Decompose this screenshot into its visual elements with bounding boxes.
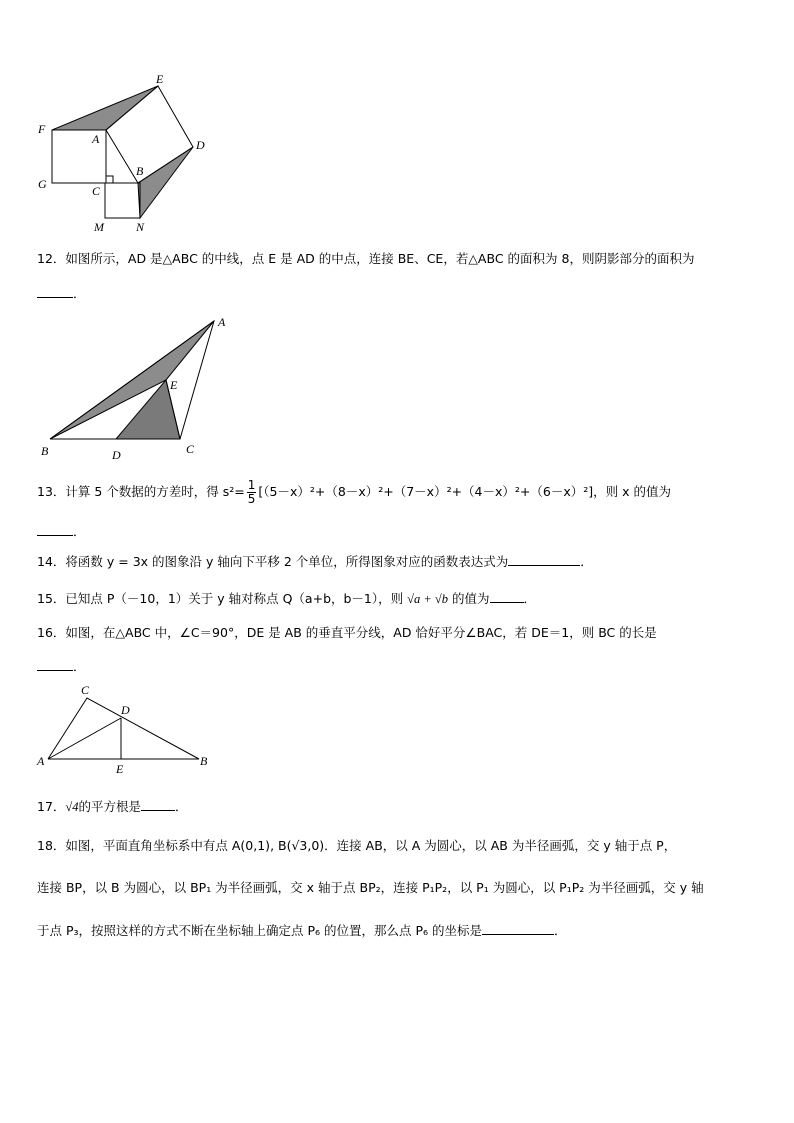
q13-tail: ． [73, 524, 86, 539]
square-abde [106, 86, 193, 183]
answer-blank-13[interactable] [37, 521, 73, 536]
question-18-line-1 [37, 837, 676, 855]
question-12-answer-line [37, 283, 86, 303]
label-E: E [170, 378, 178, 392]
sqrt-4: √4 [65, 800, 79, 814]
label-A: A [92, 132, 100, 146]
label-B: B [200, 754, 208, 768]
square-mn [105, 183, 140, 218]
answer-blank-12[interactable] [37, 283, 73, 298]
question-12-text: 12．如图所示，AD 是△ABC 的中线，点 E 是 AD 的中点，连接 BE、CE，若△ABC 的面积为 8，则阴影部分的面积为 [37, 251, 695, 266]
q15-pre: 15．已知点 P（－10，1）关于 y 轴对称点 Q（a+b，b－1），则 [37, 591, 404, 606]
question-14 [37, 551, 593, 571]
question-13-answer-line [37, 521, 86, 541]
answer-blank-17[interactable] [141, 796, 175, 811]
q16-text: 16．如图，在△ABC 中，∠C＝90°，DE 是 AB 的垂直平分线，AD 恰好平分∠BAC，若 DE＝1，则 BC 的长是 [37, 625, 657, 640]
label-D: D [196, 138, 205, 152]
label-E: E [156, 75, 164, 86]
label-B: B [136, 164, 144, 178]
question-18-line-2 [37, 879, 704, 897]
question-18-line-3 [37, 920, 567, 940]
q13-body: [（5－x）²+（8－x）²+（7－x）²+（4－x）²+（6－x）²]，则 x 的值为 [258, 484, 671, 499]
q18-tail: ． [554, 923, 567, 938]
figure-squares-triangle [30, 75, 220, 235]
label-M: M [94, 220, 104, 234]
sqrt-expression: √a + √b [407, 592, 449, 606]
label-D: D [121, 703, 130, 717]
label-A: A [37, 754, 45, 768]
label-B: B [41, 444, 49, 458]
q13-prefix: 13．计算 5 个数据的方差时，得 s²= [37, 484, 245, 499]
q15-tail: ． [523, 591, 537, 606]
fraction-one-fifth [247, 479, 257, 506]
question-12 [37, 250, 694, 268]
label-G: G [38, 177, 47, 191]
figure-triangle-abc-median [36, 313, 236, 463]
q12-tail: ． [73, 286, 86, 301]
label-C: C [92, 184, 101, 198]
q18-line3: 于点 P₃，按照这样的方式不断在坐标轴上确定点 P₆ 的位置，那么点 P₆ 的坐标是 [37, 923, 483, 938]
label-C: C [81, 683, 90, 697]
frac-num: 1 [247, 478, 256, 492]
answer-blank-15[interactable] [490, 588, 524, 603]
label-C: C [186, 442, 195, 456]
q17-text: 的平方根是 [78, 799, 142, 814]
question-13 [37, 475, 671, 509]
q18-line1: 18．如图，平面直角坐标系中有点 A(0,1), B(√3,0)．连接 AB，以 A 为圆心，以 AB 为半径画弧，交 y 轴于点 P， [37, 838, 677, 853]
q16-tail: ． [73, 659, 86, 674]
figure-right-triangle-abc [34, 680, 219, 780]
answer-blank-18[interactable] [482, 920, 554, 935]
q14-text: 14．将函数 y = 3x 的图象沿 y 轴向下平移 2 个单位，所得图象对应的函数表达式为 [37, 554, 509, 569]
answer-blank-14[interactable] [508, 551, 580, 566]
label-A: A [218, 315, 226, 329]
question-17 [37, 796, 188, 816]
label-D: D [112, 448, 121, 462]
q17-tail: ． [175, 799, 188, 814]
q17-prefix: 17． [37, 799, 66, 814]
frac-den: 5 [247, 492, 256, 506]
q18-line2: 连接 BP，以 B 为圆心，以 BP₁ 为半径画弧，交 x 轴于点 BP₂，连接 P₁P₂，以 P₁ 为圆心，以 P₁P₂ 为半径画弧，交 y 轴 [37, 880, 704, 895]
label-F: F [38, 122, 46, 136]
answer-blank-16[interactable] [37, 656, 73, 671]
question-16 [37, 624, 657, 642]
label-E: E [116, 762, 124, 776]
q15-post: 的值为 [452, 591, 490, 606]
question-16-answer-line [37, 656, 86, 676]
right-angle-mark [106, 176, 113, 183]
shaded-triangle-fae [52, 86, 158, 130]
question-15 [37, 588, 536, 608]
q14-tail: ． [580, 554, 593, 569]
segment-ad [48, 718, 121, 759]
label-N: N [136, 220, 145, 234]
shaded-triangle-bdn [138, 147, 193, 218]
